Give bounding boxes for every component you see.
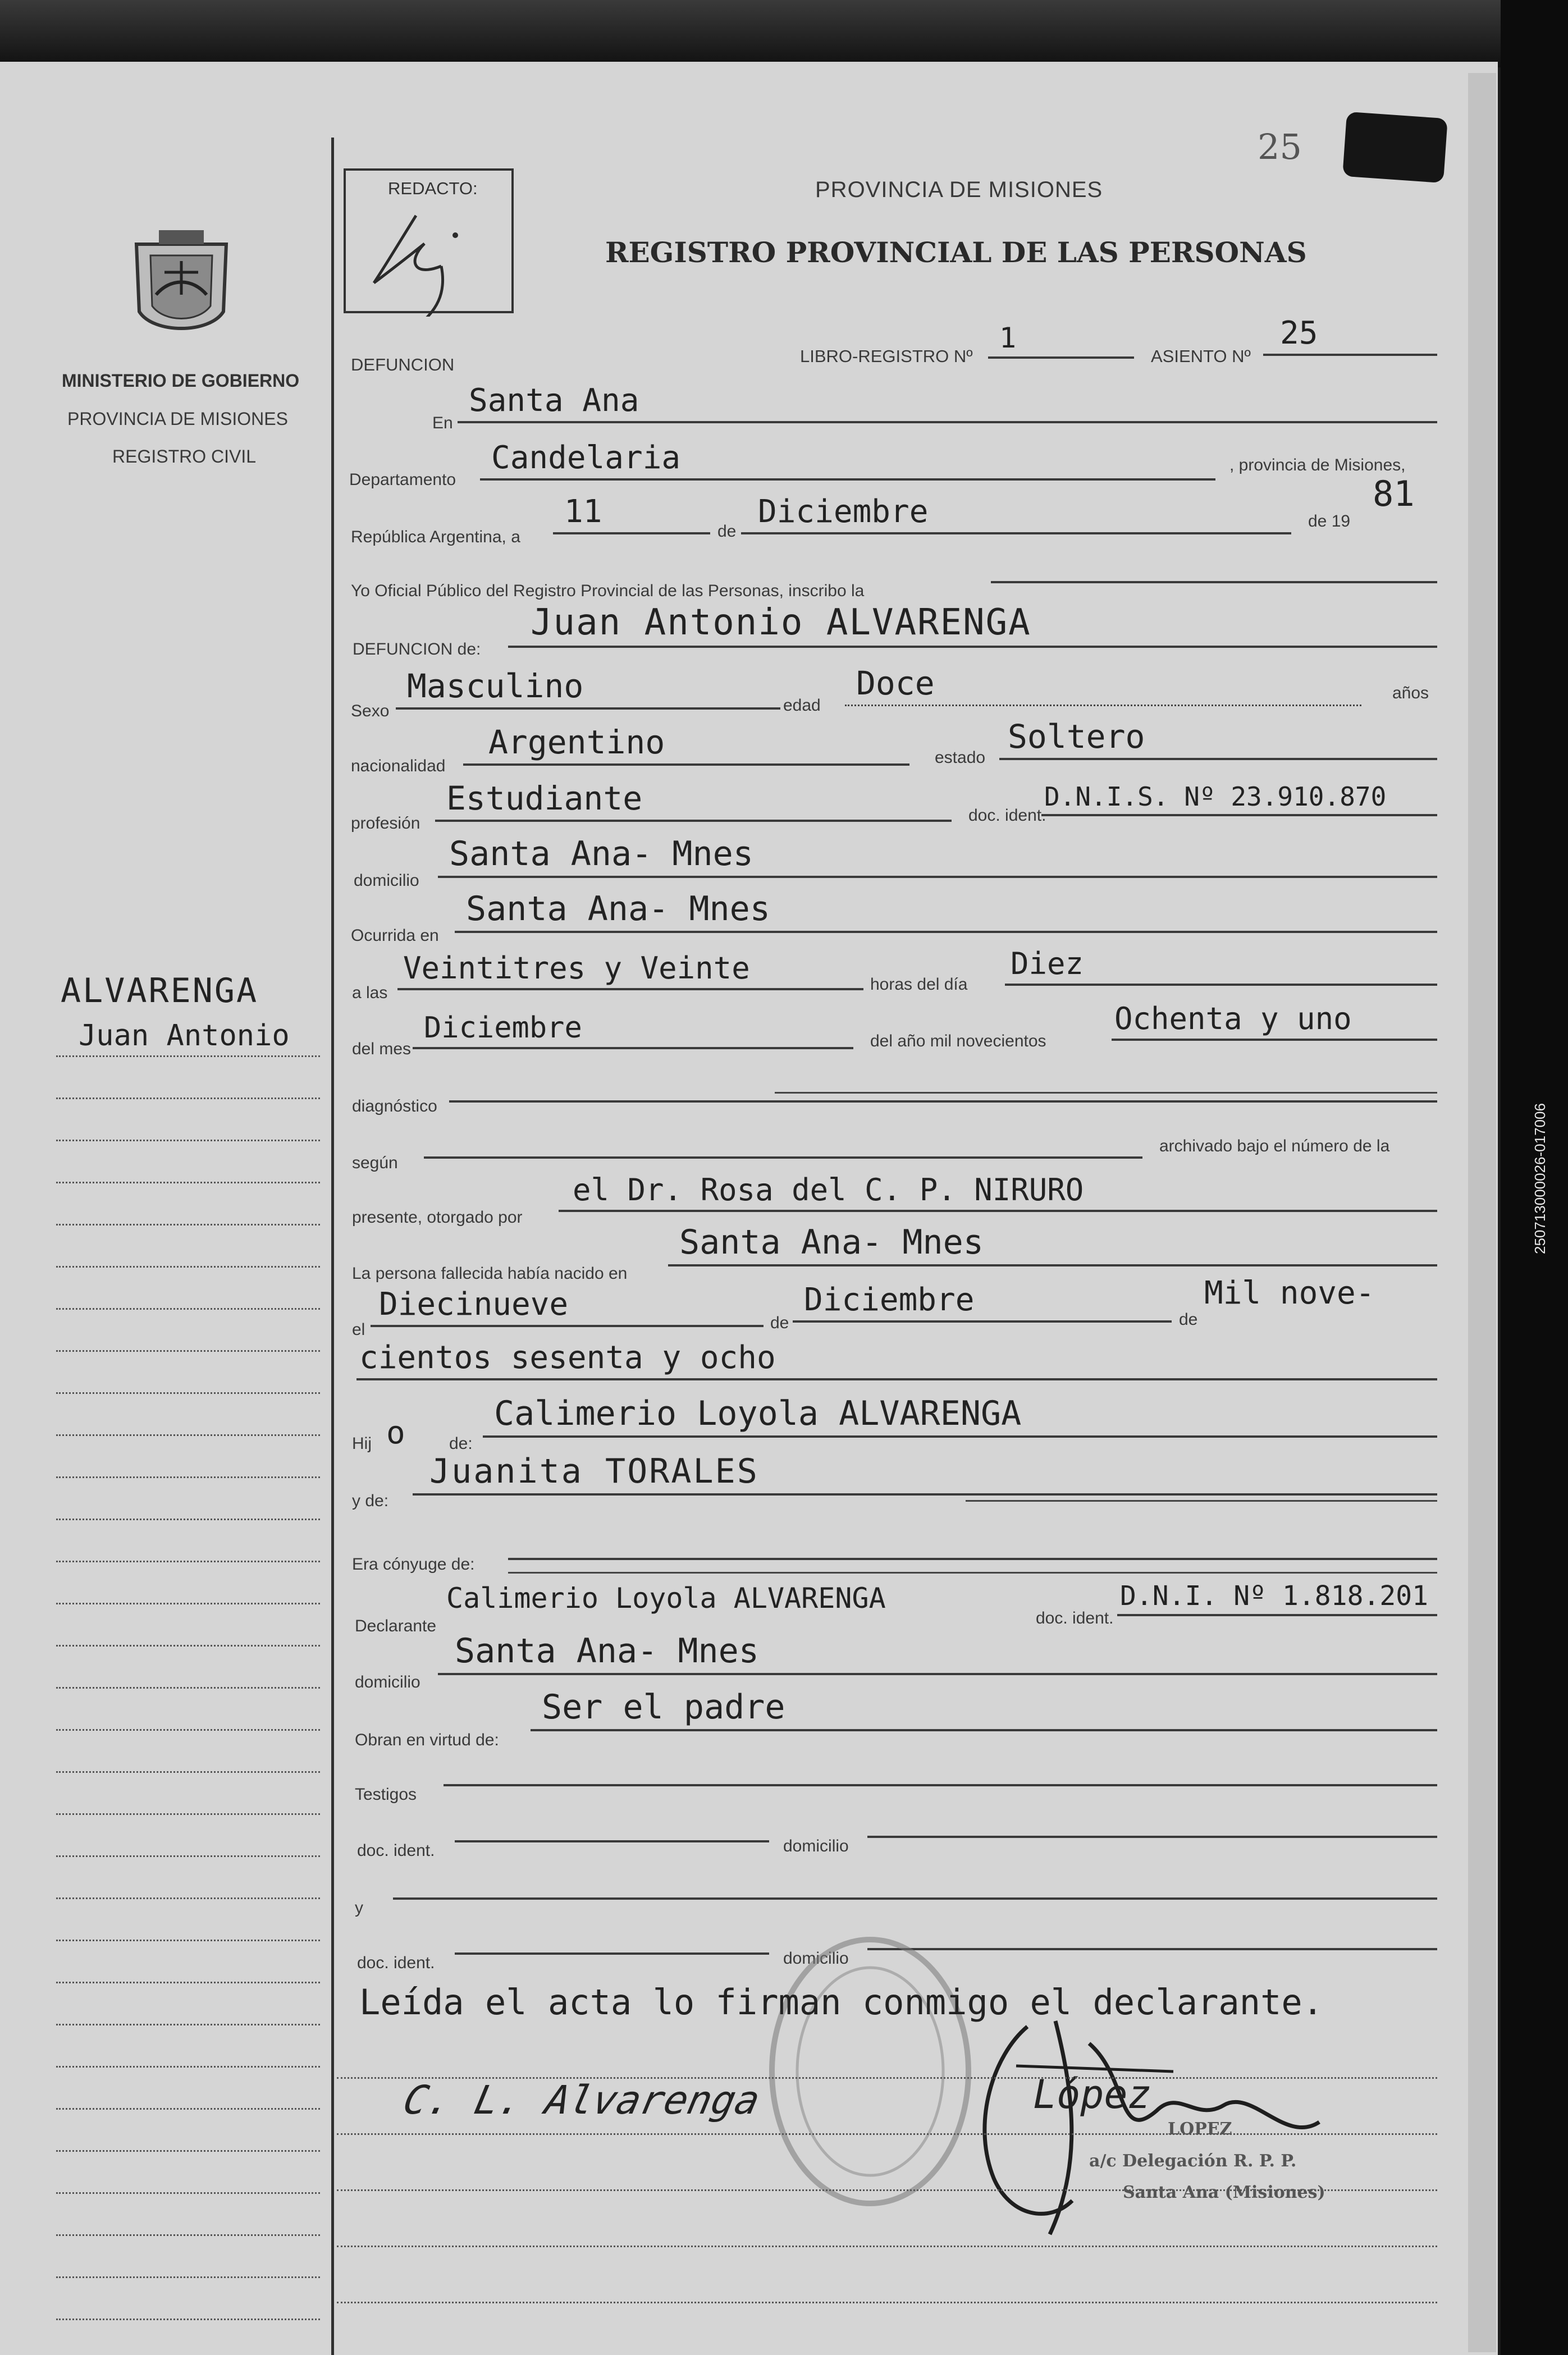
t-doc-label: doc. ident.: [357, 1841, 435, 1860]
en-field: [458, 382, 1437, 423]
margin-line: [56, 1350, 320, 1352]
margin-line: [56, 2319, 320, 2320]
margin-line: [56, 1771, 320, 1773]
profesion-field: [435, 779, 952, 822]
profesion-value: Estudiante: [446, 779, 643, 817]
nac-de2-label: de: [1179, 1310, 1198, 1329]
margin-line: [56, 2108, 320, 2110]
edad-field: [845, 664, 1361, 706]
margin-line: [56, 1266, 320, 1268]
republica-label: República Argentina, a: [351, 528, 520, 546]
horas-label: horas del día: [870, 975, 968, 994]
departamento-field: [480, 440, 1215, 481]
margin-line: [56, 1055, 320, 1057]
conyuge-line-2: [508, 1538, 1437, 1574]
stamp-line2: a/c Delegación R. P. P.: [1089, 2151, 1297, 2171]
margin-line: [56, 1729, 320, 1731]
margin-line: [56, 2276, 320, 2278]
nac-anio-value-1: Mil nove-: [1204, 1275, 1375, 1311]
hijo-label: Hij: [352, 1434, 372, 1453]
madre-underline: [966, 1466, 1437, 1502]
domicilio-label: domicilio: [354, 871, 419, 890]
declarante-label: Declarante: [355, 1617, 437, 1635]
decl-doc-label: doc. ident.: [1036, 1609, 1114, 1627]
t-domicilio-label: domicilio: [783, 1837, 849, 1855]
decl-doc-value: D.N.I. Nº 1.818.201: [1120, 1580, 1429, 1612]
testigos-field: [444, 1750, 1437, 1786]
left-header-ministry: MINISTERIO DE GOBIERNO: [62, 371, 300, 391]
defuncion-value: Juan Antonio ALVARENGA: [531, 602, 1031, 643]
nacido-label: La persona fallecida había nacido en: [352, 1264, 628, 1283]
asiento-value: 25: [1280, 315, 1318, 351]
padre-value: Calimerio Loyola ALVARENGA: [494, 1394, 1022, 1433]
en-value: Santa Ana: [469, 382, 639, 419]
defuncion-field: [508, 602, 1437, 648]
decl-domicilio-label: domicilio: [355, 1673, 420, 1691]
margin-line: [56, 1098, 320, 1099]
nac-anio-value-2: cientos sesenta y ocho: [359, 1339, 776, 1376]
stamp-line1: LOPEZ: [1168, 2119, 1232, 2139]
yde-label: y de:: [352, 1492, 389, 1510]
nac-de-label: de: [770, 1314, 789, 1332]
decl-doc-field: [1117, 1580, 1437, 1616]
left-header-province: PROVINCIA DE MISIONES: [67, 409, 288, 429]
nacido-field: [668, 1223, 1437, 1266]
margin-line: [56, 1224, 320, 1225]
doc-ident-field: [1041, 780, 1437, 816]
left-header-registry: REGISTRO CIVIL: [112, 446, 257, 467]
signature-line: [337, 2156, 1437, 2191]
act-type: DEFUNCION: [351, 355, 455, 374]
firma-oficial: López: [1033, 2072, 1151, 2118]
doc-ident-value: D.N.I.S. Nº 23.910.870: [1044, 781, 1387, 812]
presente-field: [559, 1172, 1437, 1212]
margin-line: [56, 1392, 320, 1394]
archivado-label: archivado bajo el número de la: [1159, 1137, 1390, 1155]
de-label: de: [717, 522, 737, 541]
ocurrida-field: [455, 889, 1437, 933]
delmes-field: [413, 1013, 853, 1049]
libro-value: 1: [999, 322, 1017, 354]
margin-line: [56, 2192, 320, 2194]
departamento-value: Candelaria: [491, 440, 681, 476]
nac-anio-field-1: [1199, 1275, 1437, 1314]
margin-line: [56, 2234, 320, 2236]
el-label: el: [352, 1320, 365, 1339]
margin-line: [56, 1687, 320, 1689]
margin-line: [56, 1603, 320, 1604]
decl-domicilio-value: Santa Ana- Mnes: [455, 1631, 759, 1671]
asiento-field: [1263, 315, 1437, 356]
sexo-field: [396, 667, 780, 710]
obran-field: [531, 1688, 1437, 1731]
margin-given-names: Juan Antonio: [79, 1019, 290, 1053]
margin-line: [56, 2066, 320, 2068]
hijo-suffix: o: [386, 1415, 405, 1451]
nacido-value: Santa Ana- Mnes: [679, 1223, 984, 1262]
diagnostico-label: diagnóstico: [352, 1097, 437, 1115]
margin-line: [56, 1982, 320, 1983]
redacto-initials: [363, 204, 475, 317]
estado-field: [999, 717, 1437, 760]
segun-label: según: [352, 1154, 398, 1172]
t2-field: [393, 1864, 1437, 1900]
margin-line: [56, 1940, 320, 1941]
declarante-field: [444, 1583, 1033, 1617]
header-title: REGISTRO PROVINCIAL DE LAS PERSONAS: [605, 236, 1307, 269]
mes-value: Diciembre: [758, 493, 929, 530]
alas-field: [397, 950, 863, 990]
margin-line: [56, 1519, 320, 1520]
nacionalidad-value: Argentino: [488, 723, 665, 761]
provincia-label: , provincia de Misiones,: [1229, 456, 1406, 474]
anio-mil-label: del año mil novecientos: [870, 1032, 1046, 1050]
en-label: En: [432, 414, 453, 432]
margin-line: [56, 1813, 320, 1815]
anio-field: [1370, 473, 1437, 516]
oficial-text: Yo Oficial Público del Registro Provincial de las Personas, inscribo la: [351, 582, 865, 600]
presente-label: presente, otorgado por: [352, 1208, 523, 1227]
margin-line: [56, 1561, 320, 1562]
domicilio-field: [438, 834, 1437, 878]
nac-mes-field: [793, 1282, 1172, 1323]
signature-line: [337, 2100, 1437, 2135]
margin-line: [56, 2024, 320, 2025]
testigos-label: Testigos: [355, 1785, 417, 1804]
margin-surname: ALVARENGA: [61, 971, 259, 1010]
page-edge: [1468, 73, 1496, 2352]
oficial-line: [991, 547, 1437, 583]
mes-field: [741, 493, 1291, 534]
horas-field: [1005, 946, 1437, 986]
diagnostico-field: [449, 1067, 1437, 1103]
delmes-value: Diciembre: [424, 1011, 582, 1045]
horas-value: Diez: [1011, 946, 1084, 981]
redacto-label: REDACTO:: [388, 179, 478, 198]
nac-dia-field: [371, 1286, 764, 1327]
dia-field: [553, 493, 710, 534]
folio-number: 25: [1258, 126, 1302, 167]
t-domicilio-field: [867, 1802, 1437, 1838]
obran-value: Ser el padre: [542, 1688, 785, 1727]
ocurrida-label: Ocurrida en: [351, 926, 439, 945]
padre-field: [483, 1394, 1437, 1438]
nac-mes-value: Diciembre: [804, 1282, 975, 1318]
madre-value: Juanita TORALES: [429, 1452, 759, 1491]
margin-line: [56, 1140, 320, 1141]
delmes-label: del mes: [352, 1040, 412, 1058]
domicilio-value: Santa Ana- Mnes: [449, 834, 753, 874]
doc-ident-label: doc. ident.: [968, 806, 1046, 825]
sexo-label: Sexo: [351, 702, 390, 720]
margin-line: [56, 2150, 320, 2152]
folio-redaction: [1342, 112, 1448, 183]
y-label: y: [355, 1899, 363, 1917]
nacionalidad-label: nacionalidad: [351, 757, 446, 775]
margin-line: [56, 1476, 320, 1478]
t2-doc-label: doc. ident.: [357, 1954, 435, 1972]
declarante-value: Calimerio Loyola ALVARENGA: [446, 1582, 886, 1615]
margin-line: [56, 1897, 320, 1899]
sexo-value: Masculino: [407, 667, 584, 705]
nac-anio-field-2: [356, 1339, 1437, 1380]
asiento-label: ASIENTO Nº: [1151, 346, 1251, 366]
conyuge-label: Era cónyuge de:: [352, 1555, 475, 1574]
de19-label: de 19: [1308, 512, 1351, 531]
archive-code: 250713000026-017006: [1532, 1103, 1548, 1255]
margin-rule: [331, 138, 334, 2355]
closing-text: Leída el acta lo firman conmigo el declarante.: [359, 1982, 1324, 2023]
t2-doc-field: [455, 1919, 769, 1955]
signature-line: [337, 2268, 1437, 2303]
hijo-de-label: de:: [449, 1434, 473, 1453]
edad-value: Doce: [856, 664, 935, 702]
estado-label: estado: [935, 748, 986, 767]
nac-dia-value: Diecinueve: [379, 1286, 569, 1323]
profesion-label: profesión: [351, 814, 420, 833]
redacto-box: [344, 168, 514, 313]
defuncion-label: DEFUNCION de:: [353, 640, 481, 659]
stamp-line3: Santa Ana (Misiones): [1123, 2183, 1325, 2202]
libro-label: LIBRO-REGISTRO Nº: [800, 346, 973, 366]
edad-label: edad: [783, 696, 821, 715]
estado-value: Soltero: [1008, 717, 1145, 756]
presente-value: el Dr. Rosa del C. P. NIRURO: [573, 1172, 1084, 1208]
signature-line: [337, 2212, 1437, 2247]
alas-value: Veintitres y Veinte: [403, 950, 750, 986]
margin-line: [56, 1308, 320, 1310]
firma-declarante: C. L. Alvarenga: [399, 2077, 764, 2123]
decl-domicilio-field: [438, 1631, 1437, 1675]
ocurrida-value: Santa Ana- Mnes: [466, 889, 770, 929]
anio-value: 81: [1373, 473, 1415, 514]
t2-domicilio-label: domicilio: [783, 1949, 849, 1968]
t-doc-field: [455, 1807, 769, 1842]
dia-value: 11: [564, 493, 602, 530]
margin-line: [56, 1434, 320, 1436]
province-seal-icon: [125, 227, 237, 345]
margin-line: [56, 1645, 320, 1647]
background-top: [0, 0, 1568, 67]
alas-label: a las: [352, 984, 388, 1002]
header-province: PROVINCIA DE MISIONES: [815, 177, 1103, 202]
nacionalidad-field: [463, 723, 909, 766]
obran-label: Obran en virtud de:: [355, 1731, 499, 1749]
anios-label: años: [1392, 684, 1429, 702]
anio-mil-field: [1112, 1001, 1437, 1041]
departamento-label: Departamento: [349, 470, 456, 489]
libro-field: [988, 322, 1134, 359]
anio-mil-value: Ochenta y uno: [1114, 1001, 1352, 1036]
margin-line: [56, 1855, 320, 1857]
segun-field: [424, 1123, 1142, 1159]
signature-line: [337, 2043, 1437, 2079]
margin-line: [56, 1182, 320, 1183]
